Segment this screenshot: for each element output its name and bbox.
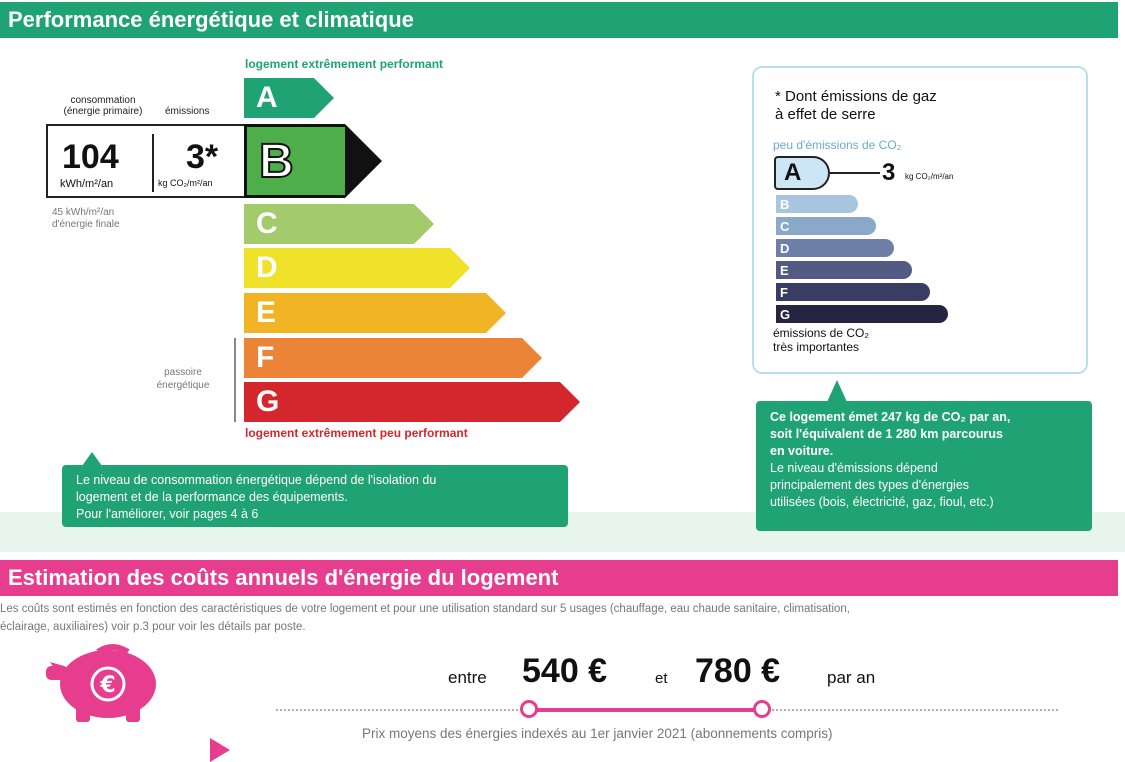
dpe-class-arrow-tip xyxy=(450,248,470,288)
dpe-class-a xyxy=(244,78,334,118)
costs-description-line2: éclairage, auxiliaires) voir p.3 pour voir les détails par poste. xyxy=(0,621,306,633)
section-title-costs xyxy=(0,560,1118,596)
arrow-fragment xyxy=(210,738,230,762)
ges-class-d xyxy=(776,239,894,257)
dpe-class-f xyxy=(244,338,542,378)
dpe-class-letter: C xyxy=(244,204,414,244)
ges-class-e xyxy=(776,261,912,279)
dpe-class-arrow-tip xyxy=(345,124,382,198)
passoire-line1: passoire xyxy=(164,367,202,378)
ges-class-letter: B xyxy=(776,195,858,213)
ges-class-letter: C xyxy=(776,217,876,235)
section-title-performance xyxy=(0,2,1118,38)
final-energy-note xyxy=(52,207,120,231)
dpe-class-e xyxy=(244,293,506,333)
dpe-class-letter: E xyxy=(244,293,486,333)
passoire-label xyxy=(148,366,218,392)
dpe-class-arrow-tip xyxy=(522,338,542,378)
callout-right-pointer xyxy=(827,380,847,402)
ges-class-letter: F xyxy=(776,283,930,301)
costs-between: entre xyxy=(448,668,487,687)
ges-current-unit: kg CO₂/m²/an xyxy=(905,172,954,181)
ges-class-b xyxy=(776,195,858,213)
dpe-class-d xyxy=(244,248,470,288)
passoire-bracket xyxy=(234,338,236,422)
ges-current-class: A xyxy=(774,156,830,190)
consumption-unit: kWh/m²/an xyxy=(60,178,114,190)
costs-description xyxy=(0,600,1125,636)
callout-left-pointer xyxy=(82,452,102,466)
ges-class-letter: G xyxy=(776,305,948,323)
costs-per-year: par an xyxy=(827,668,876,687)
costs-and: et xyxy=(655,670,668,687)
dpe-class-arrow-tip xyxy=(414,204,434,244)
callout-right-line5: principalement des types d'énergies xyxy=(770,478,970,492)
dpe-value-box xyxy=(46,124,244,198)
section-title-text: Performance énergétique et climatique xyxy=(8,7,414,32)
ges-bottom-label xyxy=(773,326,869,354)
ges-current-value: 3 xyxy=(882,159,896,186)
callout-right-line2: soit l'équivalent de 1 280 km parcourus xyxy=(770,427,1003,441)
ges-bottom-line2: très importantes xyxy=(773,340,860,354)
dpe-class-letter: D xyxy=(244,248,450,288)
range-max-marker xyxy=(753,700,771,718)
dpe-class-letter: G xyxy=(244,382,560,422)
scale-top-label: logement extrêmement performant xyxy=(245,57,444,71)
passoire-line2: énergétique xyxy=(156,380,210,391)
emissions-unit: kg CO₂/m²/an xyxy=(158,178,213,188)
dpe-class-g xyxy=(244,382,580,422)
final-energy-line1: 45 kWh/m²/an xyxy=(52,207,115,218)
dpe-class-arrow-tip xyxy=(560,382,580,422)
consumption-value: 104 xyxy=(62,138,119,176)
piggy-bank-icon xyxy=(36,640,168,724)
range-bar xyxy=(530,708,762,712)
costs-min: 540 € xyxy=(522,652,608,690)
callout-right-line3: en voiture. xyxy=(770,444,834,458)
final-energy-line2: d'énergie finale xyxy=(52,219,120,230)
costs-max: 780 € xyxy=(695,652,781,690)
consumption-label xyxy=(58,95,148,117)
callout-left-line1: Le niveau de consommation énergétique dépend de l'isolation du xyxy=(76,473,437,487)
emissions-value: 3* xyxy=(186,138,219,176)
section2-title-text: Estimation des coûts annuels d'énergie du logement xyxy=(8,565,559,590)
emissions-label: émissions xyxy=(165,106,210,117)
prices-note: Prix moyens des énergies indexés au 1er janvier 2021 (abonnements compris) xyxy=(362,726,833,741)
value-divider xyxy=(152,134,154,192)
dpe-class-letter: B xyxy=(244,124,345,198)
ges-current-line xyxy=(830,172,880,174)
dpe-class-letter: F xyxy=(244,338,522,378)
ges-class-c xyxy=(776,217,876,235)
costs-description-line1: Les coûts sont estimés en fonction des caractéristiques de votre logement et pour une utilisation standard sur 5 usages (chauffage, eau chaude sanitaire, climatisation, xyxy=(0,603,851,615)
ges-class-g xyxy=(776,305,948,323)
range-min-marker xyxy=(520,700,538,718)
callout-left-line3: Pour l'améliorer, voir pages 4 à 6 xyxy=(76,507,259,521)
callout-right-line1: Ce logement émet 247 kg de CO₂ par an, xyxy=(770,410,1011,424)
ges-bottom-line1: émissions de CO₂ xyxy=(773,326,870,340)
ges-class-f xyxy=(776,283,930,301)
consumption-sub-text: (énergie primaire) xyxy=(63,106,143,117)
ges-class-letter: D xyxy=(776,239,894,257)
scale-bottom-label: logement extrêmement peu performant xyxy=(245,426,468,440)
callout-right-line4: Le niveau d'émissions dépend xyxy=(770,461,938,475)
dpe-class-arrow-tip xyxy=(486,293,506,333)
dpe-class-c xyxy=(244,204,434,244)
ges-title-line1: * Dont émissions de gaz xyxy=(775,88,937,105)
callout-left xyxy=(62,465,568,527)
ges-top-label: peu d'émissions de CO₂ xyxy=(773,138,902,152)
dpe-class-letter: A xyxy=(244,78,314,118)
callout-right-line6: utilisées (bois, électricité, gaz, fioul, etc.) xyxy=(770,495,994,509)
ges-class-letter: E xyxy=(776,261,912,279)
callout-left-line2: logement et de la performance des équipements. xyxy=(76,490,348,504)
dpe-class-b xyxy=(244,124,382,198)
consumption-label-text: consommation xyxy=(70,95,136,106)
dpe-class-arrow-tip xyxy=(314,78,334,118)
piggy-euro-symbol: € xyxy=(100,673,116,698)
ges-title xyxy=(775,88,937,124)
callout-right xyxy=(756,401,1092,531)
ges-title-line2: à effet de serre xyxy=(775,106,876,123)
